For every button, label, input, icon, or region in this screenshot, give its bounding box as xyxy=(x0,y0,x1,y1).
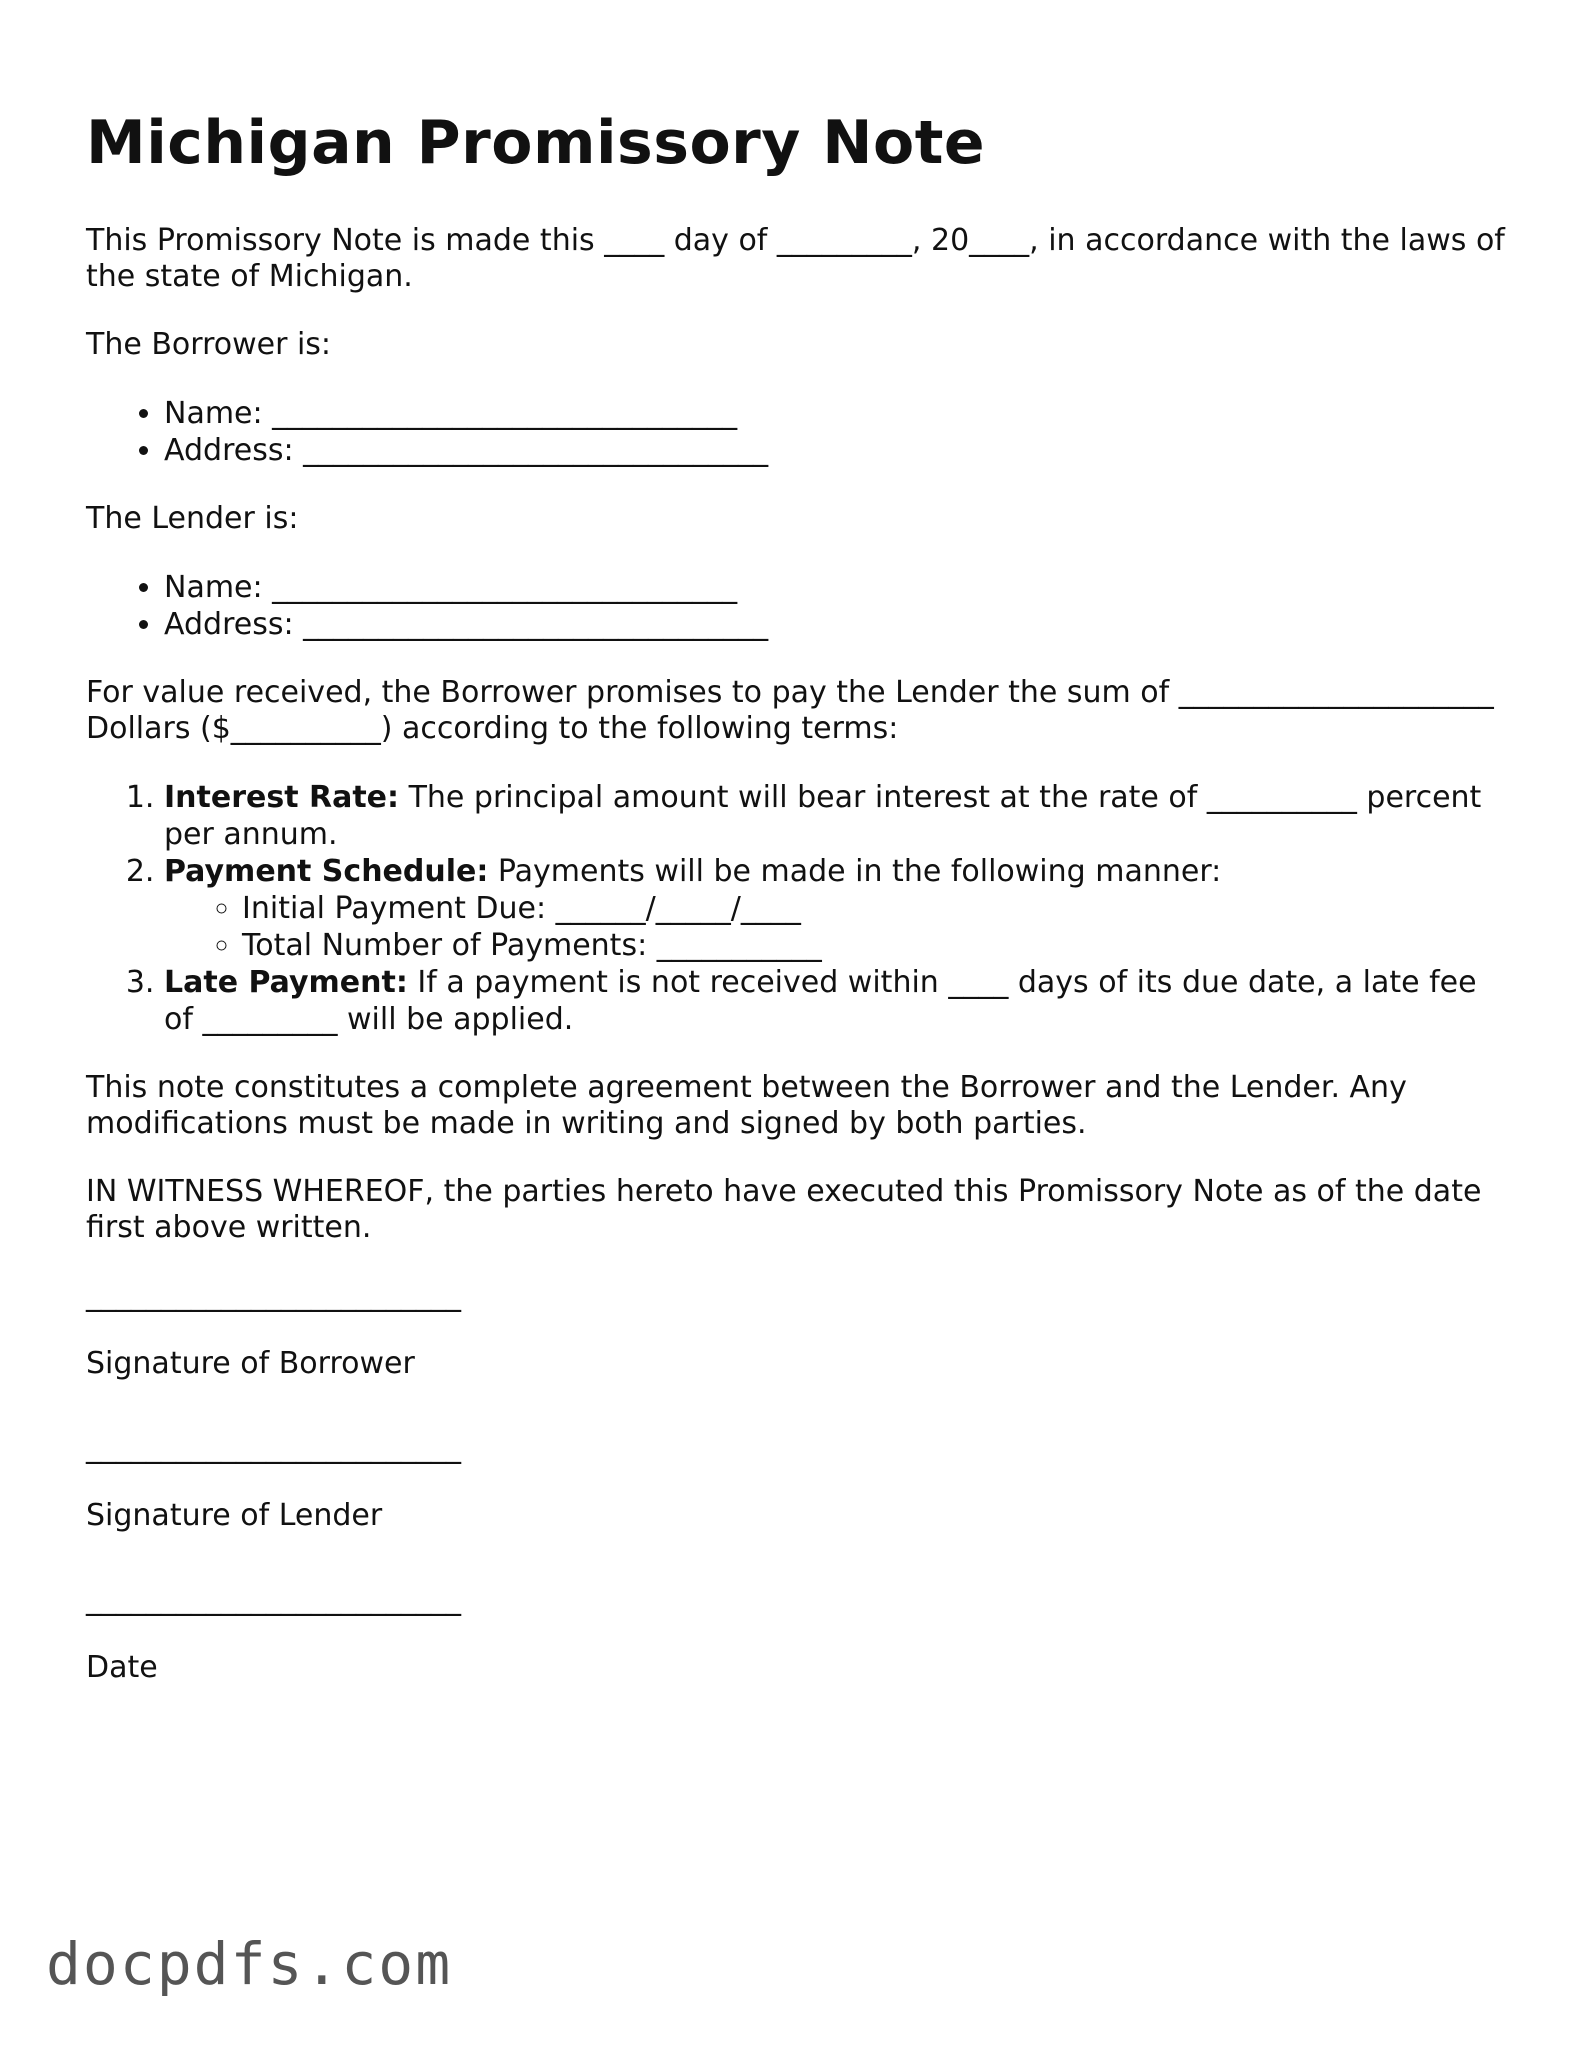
document-title: Michigan Promissory Note xyxy=(86,108,986,178)
lender-heading: The Lender is: xyxy=(86,501,299,536)
initial-payment-due-field: ◦ Initial Payment Due: ______/_____/____ xyxy=(242,890,1506,927)
lender-name-field: • Name: _______________________________ xyxy=(164,569,1506,606)
late-payment-term xyxy=(164,964,1506,1038)
witness-paragraph: IN WITNESS WHEREOF, the parties hereto have executed this Promissory Note as of the date first above written. xyxy=(86,1174,1482,1245)
interest-rate-label: Interest Rate: xyxy=(164,780,400,815)
payment-schedule-sublist xyxy=(164,890,1506,964)
agreement-paragraph: This note constitutes a complete agreement between the Borrower and the Lender. Any modifications must be made in writing and signed by both parties. xyxy=(86,1070,1407,1141)
interest-rate-text: The principal amount will bear interest at the rate of __________ percent per annum. xyxy=(164,780,1482,852)
terms-list xyxy=(86,779,1506,1038)
lender-signature-line: _________________________ xyxy=(86,1430,461,1465)
lender-address-field: • Address: _______________________________ xyxy=(164,606,1506,643)
borrower-signature-label: Signature of Borrower xyxy=(86,1346,415,1381)
payment-schedule-label: Payment Schedule: xyxy=(164,854,489,889)
late-payment-text: If a payment is not received within ____ days of its due date, a late fee of _________ will be applied. xyxy=(164,965,1477,1037)
lender-signature-label: Signature of Lender xyxy=(86,1498,383,1533)
date-label: Date xyxy=(86,1650,158,1685)
borrower-list xyxy=(86,395,1506,469)
date-signature-line: _________________________ xyxy=(86,1582,461,1617)
value-paragraph: For value received, the Borrower promises to pay the Lender the sum of _____________________ Dollars ($__________) according to the following terms: xyxy=(86,675,1494,746)
borrower-name-field: • Name: _______________________________ xyxy=(164,395,1506,432)
borrower-heading: The Borrower is: xyxy=(86,327,332,362)
borrower-address-field: • Address: _______________________________ xyxy=(164,432,1506,469)
lender-list xyxy=(86,569,1506,643)
payment-schedule-text: Payments will be made in the following manner: xyxy=(488,854,1222,889)
intro-paragraph: This Promissory Note is made this ____ day of _________, 20____, in accordance with the laws of the state of Michigan. xyxy=(86,223,1505,294)
late-payment-label: Late Payment: xyxy=(164,965,408,1000)
total-payments-field: ◦ Total Number of Payments: ___________ xyxy=(242,927,1506,964)
watermark: docpdfs.com xyxy=(46,1930,453,1998)
interest-rate-term xyxy=(164,779,1506,853)
document-page xyxy=(86,110,1506,1686)
borrower-signature-line: _________________________ xyxy=(86,1278,461,1313)
payment-schedule-term xyxy=(164,853,1506,964)
